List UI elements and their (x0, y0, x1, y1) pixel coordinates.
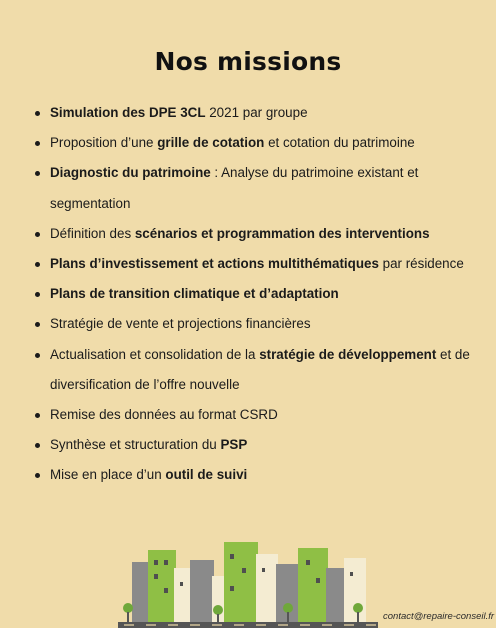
mission-item (32, 98, 472, 128)
mission-text-bold: Simulation des DPE 3CL (50, 105, 206, 120)
mission-item (32, 158, 472, 218)
mission-item (32, 128, 472, 158)
mission-text-bold: scénarios et programmation des interventions (134, 225, 430, 241)
mission-text-bold: Plans d’investissement et actions multithématiques (50, 256, 379, 272)
bullet-icon (35, 232, 40, 237)
city-skyline-illustration (118, 528, 378, 628)
mission-text-bold: stratégie de développement (259, 346, 437, 362)
bullet-icon (35, 262, 40, 267)
mission-item (32, 460, 472, 490)
mission-item (32, 340, 472, 400)
mission-item (32, 430, 472, 460)
bullet-icon (35, 111, 40, 116)
mission-text-bold: grille de cotation (157, 135, 265, 151)
mission-text-bold: PSP (220, 437, 248, 453)
mission-text: Définition des (50, 225, 135, 241)
mission-text: par résidence (378, 256, 464, 272)
mission-text: Mise en place d’un (50, 467, 166, 483)
bullet-icon (35, 322, 40, 327)
bullet-icon (35, 473, 40, 478)
contact-email: contact@repaire-conseil.fr (383, 611, 495, 622)
mission-text: Proposition d’une (50, 135, 158, 151)
mission-text: et de diversification de l’offre nouvelle (50, 346, 470, 392)
bullet-icon (35, 353, 40, 358)
page-title: Nos missions (154, 46, 342, 76)
mission-item (32, 279, 472, 309)
bullet-icon (35, 443, 40, 448)
mission-text-bold: Plans de transition climatique et d’adaptation (50, 286, 339, 302)
mission-text: 2021 par groupe (205, 105, 308, 120)
mission-text-bold: outil de suivi (165, 467, 248, 483)
mission-text: Synthèse et structuration du (50, 437, 221, 453)
bullet-icon (35, 413, 40, 418)
mission-text: Remise des données au format CSRD (50, 407, 278, 423)
mission-item (32, 219, 472, 249)
bullet-icon (35, 141, 40, 146)
mission-text: Stratégie de vente et projections financières (50, 316, 311, 332)
mission-item (32, 309, 472, 339)
mission-text: : Analyse du patrimoine existant et segmentation (50, 165, 419, 211)
bullet-icon (35, 292, 40, 297)
mission-item (32, 249, 472, 279)
bullet-icon (35, 171, 40, 176)
mission-text: et cotation du patrimoine (264, 135, 415, 151)
mission-item (32, 400, 472, 430)
missions-list (32, 98, 472, 491)
mission-text: Actualisation et consolidation de la (50, 346, 260, 362)
mission-text-bold: Diagnostic du patrimoine (50, 165, 211, 181)
